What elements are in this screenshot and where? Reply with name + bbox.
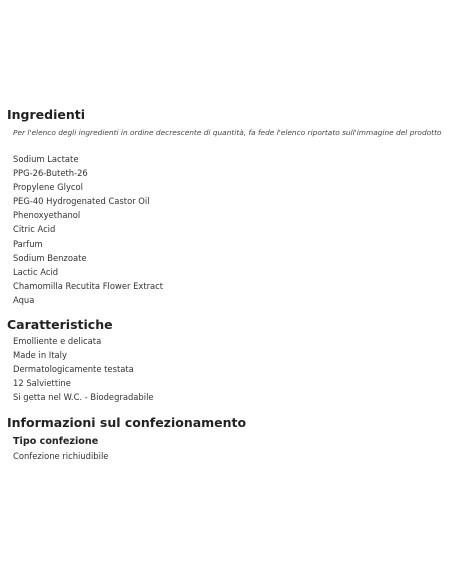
ingredient-item: Propylene Glycol — [13, 182, 83, 193]
ingredient-item: Sodium Benzoate — [13, 252, 87, 263]
ingredient-item: Sodium Lactate — [13, 154, 79, 164]
ingredient-item: PEG-40 Hydrogenated Castor Oil — [13, 196, 150, 207]
packaging-type-value: Confezione richiudibile — [13, 450, 109, 461]
features-list — [7, 334, 447, 404]
ingredients-heading: Ingredienti — [7, 107, 86, 122]
ingredient-item: PPG-26-Buteth-26 — [13, 168, 88, 179]
ingredients-note: Per l'elenco degli ingredienti in ordine decrescente di quantità, fa fede l'elenco riportato sull'immagine del prodotto — [13, 128, 442, 137]
ingredients-list — [7, 152, 447, 307]
ingredient-item: Citric Acid — [13, 224, 56, 235]
ingredient-item: Phenoxyethanol — [13, 210, 81, 221]
feature-item: Made in Italy — [13, 350, 67, 361]
feature-item: 12 Salviettine — [13, 378, 71, 389]
features-heading: Caratteristiche — [7, 317, 113, 333]
feature-item: Dermatologicamente testata — [13, 364, 134, 375]
ingredient-item: Aqua — [13, 294, 35, 305]
feature-item: Emolliente e delicata — [13, 336, 102, 347]
product-details — [7, 106, 447, 464]
ingredient-item: Lactic Acid — [13, 266, 59, 277]
ingredient-item: Parfum — [13, 238, 43, 249]
packaging-type-label: Tipo confezione — [13, 435, 99, 447]
feature-item: Si getta nel W.C. - Biodegradabile — [13, 392, 154, 403]
ingredients-section — [7, 106, 447, 307]
packaging-heading: Informazioni sul confezionamento — [7, 414, 247, 430]
ingredient-item: Chamomilla Recutita Flower Extract — [13, 280, 164, 291]
features-section — [7, 316, 447, 404]
packaging-section — [7, 414, 447, 464]
